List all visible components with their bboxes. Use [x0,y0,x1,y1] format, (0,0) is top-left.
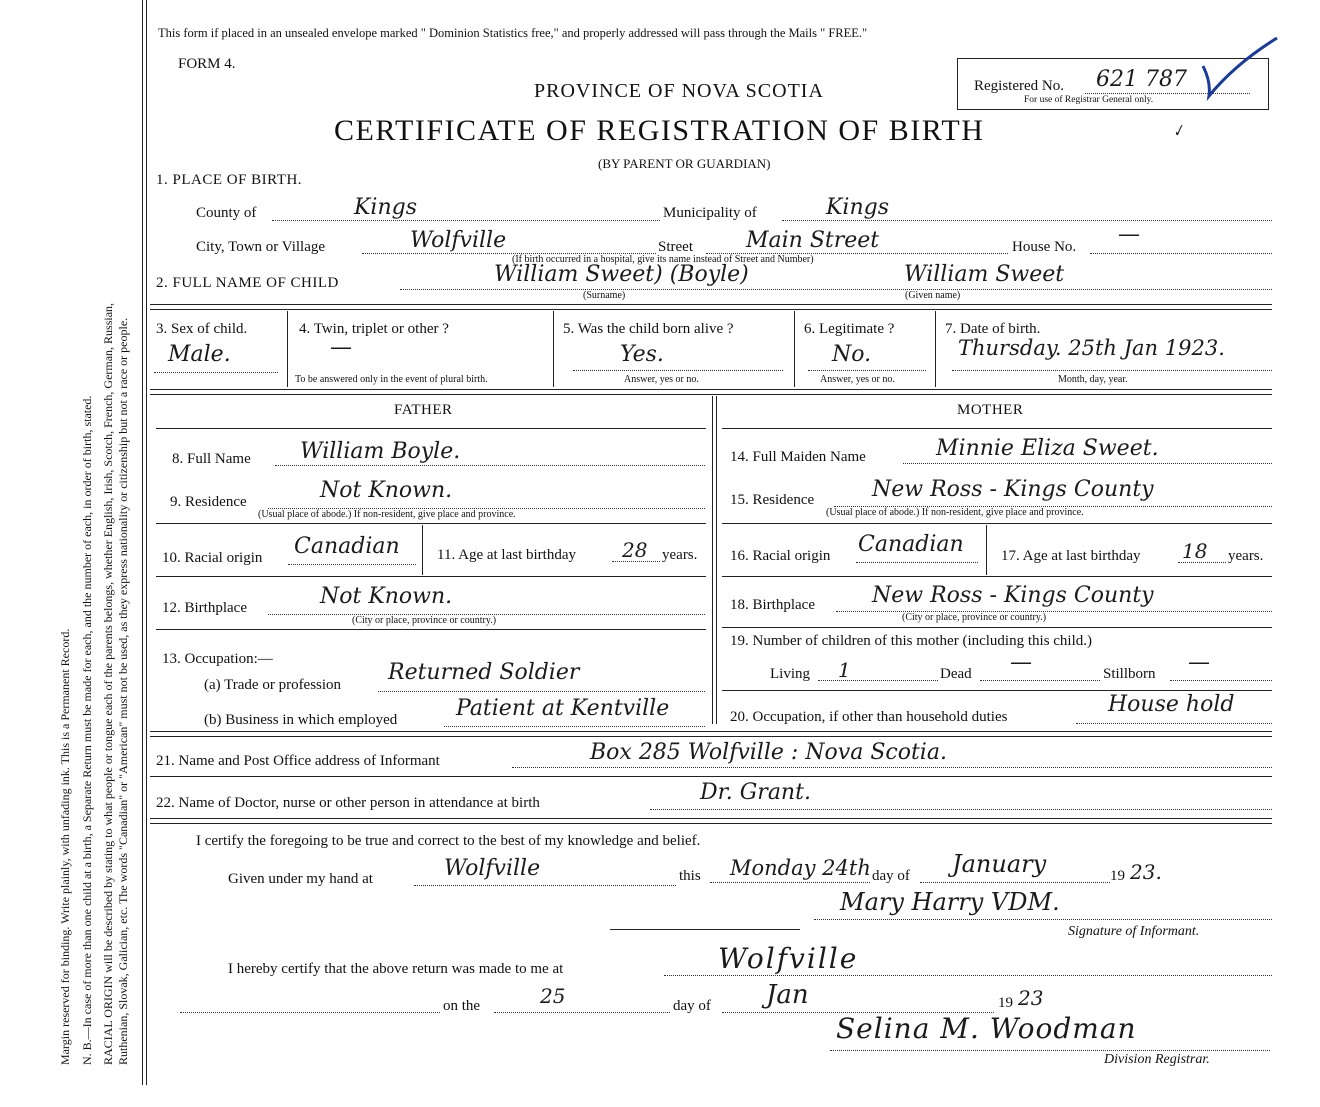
dead-label: Dead [940,666,972,682]
stillborn-field[interactable]: — [1188,650,1210,675]
registrar-note: For use of Registrar General only. [1024,95,1154,105]
given-place-field[interactable]: Wolfville [444,856,541,881]
registrar-signature[interactable]: Selina M. Woodman [836,1012,1137,1045]
check-mark-icon [1195,34,1285,104]
registrar-day-of-label: day of [673,998,711,1014]
mother-birthplace-field[interactable]: New Ross - Kings County [872,583,1154,608]
father-birthplace-note: (City or place, province or country.) [352,615,497,626]
given-day-field[interactable]: Monday 24th [730,856,871,880]
mother-years-label: years. [1228,548,1264,564]
province-heading: PROVINCE OF NOVA SCOTIA [534,80,824,102]
mother-racial-field[interactable]: Canadian [858,532,964,557]
county-label: County of [196,205,257,221]
alive-field[interactable]: Yes. [620,342,664,367]
business-label: (b) Business in which employed [204,712,398,728]
margin-border-inner [146,0,147,1085]
mother-birthplace-note: (City or place, province or country.) [902,612,1047,623]
registrar-month-field[interactable]: Jan [766,980,809,1010]
house-field[interactable]: — [1118,222,1140,247]
dead-field[interactable]: — [1010,650,1032,675]
sex-field[interactable]: Male. [168,342,231,367]
father-occupation-label: 13. Occupation:— [162,651,273,667]
given-name-caption: (Given name) [905,290,961,301]
father-name-label: 8. Full Name [172,451,251,467]
father-racial-label: 10. Racial origin [162,550,263,566]
doctor-label: 22. Name of Doctor, nurse or other person in attendance at birth [156,795,540,811]
page-subtitle: (BY PARENT OR GUARDIAN) [598,156,771,171]
father-residence-field[interactable]: Not Known. [320,478,453,503]
registrar-caption: Division Registrar. [1104,1052,1210,1067]
children-count-label: 19. Number of children of this mother (including this child.) [730,633,1093,649]
doctor-field[interactable]: Dr. Grant. [700,780,811,805]
place-of-birth-heading: 1. PLACE OF BIRTH. [156,172,303,188]
twin-label: 4. Twin, triplet or other ? [299,321,449,337]
father-racial-field[interactable]: Canadian [294,534,400,559]
father-years-label: years. [662,547,698,563]
alive-label: 5. Was the child born alive ? [563,321,734,337]
on-the-label: on the [443,998,481,1014]
dob-label: 7. Date of birth. [945,321,1041,337]
surname-caption: (Surname) [583,290,626,301]
alive-note: Answer, yes or no. [624,374,699,385]
informant-label: 21. Name and Post Office address of Informant [156,753,440,769]
sex-label: 3. Sex of child. [156,321,248,337]
form-number: FORM 4. [178,56,236,72]
registrar-year-field[interactable]: 23 [1018,986,1044,1010]
hospital-note: (If birth occurred in a hospital, give its name instead of Street and Number) [512,254,814,265]
day-of-label: day of [872,868,910,884]
house-label: House No. [1012,239,1077,255]
mother-name-label: 14. Full Maiden Name [730,449,866,465]
registrar-place-field[interactable]: Wolfville [718,942,859,975]
city-label: City, Town or Village [196,239,326,255]
municipality-field[interactable]: Kings [826,195,890,220]
child-name-label: 2. FULL NAME OF CHILD [156,275,339,291]
father-residence-label: 9. Residence [170,494,247,510]
street-label: Street [658,239,693,255]
mother-occupation-label: 20. Occupation, if other than household duties [730,709,1008,725]
mother-birthplace-label: 18. Birthplace [730,597,815,613]
given-month-field[interactable]: January [952,850,1047,878]
mother-age-label: 17. Age at last birthday [1001,548,1141,564]
stillborn-label: Stillborn [1103,666,1156,682]
margin-scribble: ✓ [1169,120,1188,142]
trade-field[interactable]: Returned Soldier [388,660,580,685]
child-surname-field[interactable]: William Sweet) (Boyle) [494,262,749,287]
margin-note-3: RACIAL ORIGIN will be described by stating to what people or tongue each of the parents belongs, whether English, Irish, Scotch, French, German, Russian, [101,302,115,1065]
street-field[interactable]: Main Street [746,228,880,253]
margin-note-2: N. B.—In case of more than one child at a birth, a Separate Return must be made for each, and the number of each, in order of birth, stated. [80,395,94,1065]
registrar-day-field[interactable]: 25 [540,984,566,1008]
given-year-field[interactable]: 23. [1130,860,1162,884]
certify-statement: I certify the foregoing to be true and correct to the best of my knowledge and belief. [196,833,701,849]
informant-signature[interactable]: Mary Harry VDM. [840,888,1060,916]
registrar-year-prefix: 19 [998,995,1013,1011]
dob-note: Month, day, year. [1058,374,1128,385]
mother-residence-note: (Usual place of abode.) If non-resident, give place and province. [826,507,1084,518]
living-field[interactable]: 1 [838,658,851,682]
year-prefix-label: 19 [1110,868,1125,884]
informant-field[interactable]: Box 285 Wolfville : Nova Scotia. [590,740,947,765]
registered-number[interactable]: 621 787 [1096,67,1187,92]
father-birthplace-label: 12. Birthplace [162,600,247,616]
father-birthplace-field[interactable]: Not Known. [320,584,453,609]
municipality-label: Municipality of [663,205,757,221]
registered-label: Registered No. [974,78,1064,94]
page-title: CERTIFICATE OF REGISTRATION OF BIRTH [334,114,985,147]
this-label: this [679,868,701,884]
father-name-field[interactable]: William Boyle. [300,439,461,464]
mail-note: This form if placed in an unsealed envelope marked " Dominion Statistics free," and properly addressed will pass through the Mails " FREE." [158,26,868,40]
dob-field[interactable]: Thursday. 25th Jan 1923. [958,336,1225,360]
father-age-field[interactable]: 28 [622,538,648,562]
father-heading: FATHER [394,402,453,418]
trade-label: (a) Trade or profession [204,677,342,693]
margin-note-1: Margin reserved for binding. Write plainly, with unfading ink. This is a Permanent Record. [58,628,72,1065]
mother-heading: MOTHER [957,402,1024,418]
county-field[interactable]: Kings [354,195,418,220]
twin-note: To be answered only in the event of plural birth. [295,374,488,385]
mother-age-field[interactable]: 18 [1182,539,1208,563]
margin-note-4: Ruthenian, Slovak, Galician, etc. The words "Canadian" or "American" must not be used, as they express nationality or citizenship but not a race or people. [116,317,130,1065]
legitimate-field[interactable]: No. [832,342,872,367]
twin-field[interactable]: — [330,335,352,360]
legitimate-note: Answer, yes or no. [820,374,895,385]
registrar-statement: I hereby certify that the above return was made to me at [228,961,564,977]
father-age-label: 11. Age at last birthday [437,547,576,563]
child-given-name-field[interactable]: William Sweet [904,262,1065,287]
mother-racial-label: 16. Racial origin [730,548,831,564]
father-residence-note: (Usual place of abode.) If non-resident, give place and province. [258,509,516,520]
margin-border [142,0,143,1085]
mother-residence-label: 15. Residence [730,492,815,508]
city-field[interactable]: Wolfville [410,228,507,253]
signature-caption: Signature of Informant. [1068,924,1200,939]
mother-occupation-field[interactable]: House hold [1108,692,1235,717]
living-label: Living [770,666,810,682]
legitimate-label: 6. Legitimate ? [804,321,895,337]
mother-residence-field[interactable]: New Ross - Kings County [872,477,1154,502]
business-field[interactable]: Patient at Kentville [456,696,670,721]
mother-name-field[interactable]: Minnie Eliza Sweet. [936,436,1159,461]
given-under-label: Given under my hand at [228,871,373,887]
